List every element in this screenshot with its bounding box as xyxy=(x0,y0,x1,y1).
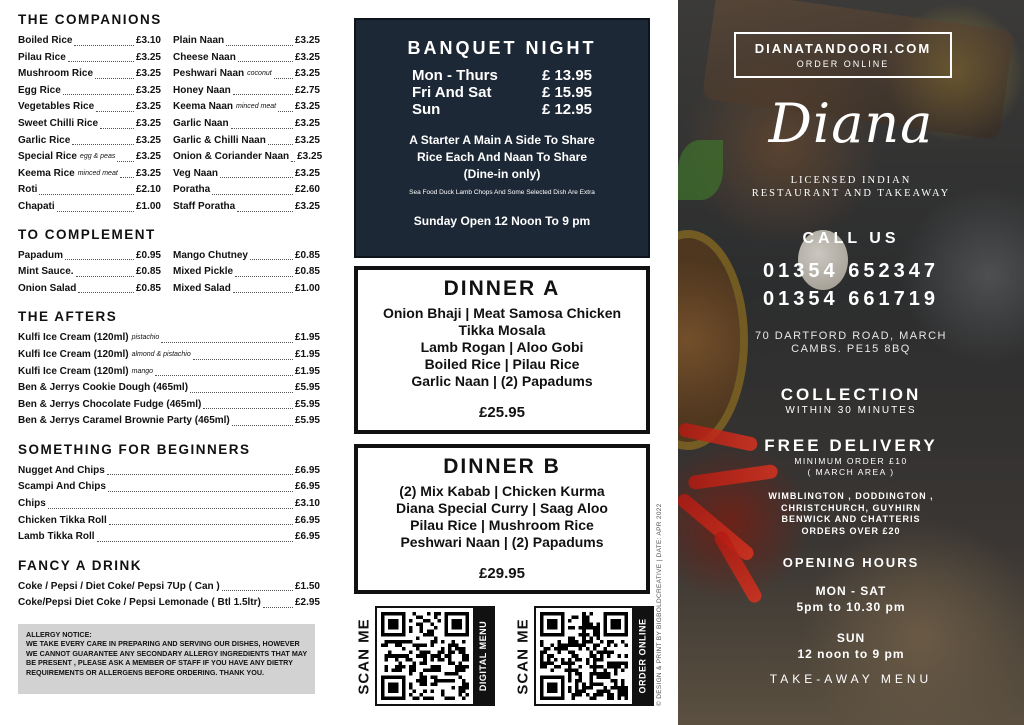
dot-leader xyxy=(74,33,134,46)
menu-item-price: £3.25 xyxy=(135,134,161,146)
beginners-title: SOMETHING FOR BEGINNERS xyxy=(18,441,251,457)
dot-leader xyxy=(96,99,134,112)
menu-item-row xyxy=(173,248,320,265)
dot-leader xyxy=(48,496,293,509)
menu-item-name: Boiled Rice xyxy=(18,35,73,46)
menu-item-price: £2.60 xyxy=(294,184,320,196)
allergy-notice xyxy=(18,624,315,694)
menu-item-name: Peshwari Naan xyxy=(173,68,245,80)
dot-leader xyxy=(108,479,293,492)
dinner-a-items xyxy=(358,305,646,390)
complement-right-column xyxy=(173,248,320,298)
menu-item-price: £6.95 xyxy=(294,531,320,543)
banquet-desc-line: Rice Each And Naan To Share xyxy=(416,150,588,164)
dot-leader xyxy=(226,33,293,46)
menu-item-price: £3.25 xyxy=(294,35,320,46)
brand-panel xyxy=(678,0,1024,725)
dot-leader xyxy=(155,364,293,377)
menu-item-note: minced meat xyxy=(236,103,277,111)
menu-item-name: Mushroom Rice xyxy=(18,68,94,80)
collection-heading: COLLECTION xyxy=(780,385,922,404)
menu-item-price: £3.25 xyxy=(135,84,161,96)
banquet-day: Sun xyxy=(412,101,441,118)
menu-item-note: mango xyxy=(131,367,154,375)
sunday-hours xyxy=(678,630,1024,662)
dot-leader xyxy=(232,413,293,426)
banquet-night-panel xyxy=(354,18,650,258)
dinner-a-line: Lamb Rogan | Aloo Gobi xyxy=(420,339,584,355)
menu-item-row xyxy=(18,264,161,281)
website-url: DIANATANDOORI.COM xyxy=(754,41,932,56)
address-line: 70 DARTFORD ROAD, MARCH xyxy=(755,330,947,342)
digital-menu-qr-block[interactable] xyxy=(353,606,495,706)
menu-item-price: £3.25 xyxy=(135,167,161,179)
menu-item-price: £0.85 xyxy=(135,282,161,294)
sunday-time: 12 noon to 9 pm xyxy=(797,647,905,661)
banquet-desc-line: A Starter A Main A Side To Share xyxy=(409,133,595,147)
dot-leader xyxy=(291,149,295,162)
dot-leader xyxy=(233,281,293,294)
order-online-qr-frame xyxy=(534,606,654,706)
menu-item-name: Scampi And Chips xyxy=(18,481,106,493)
menu-item-row xyxy=(18,166,161,183)
dot-leader xyxy=(117,149,134,162)
address-line: CAMBS. PE15 8BQ xyxy=(791,343,911,355)
menu-item-note: egg & peas xyxy=(79,153,116,161)
order-online-label: ORDER ONLINE xyxy=(632,608,652,704)
menu-item-name: Onion Salad xyxy=(18,282,77,294)
qr-code-icon[interactable] xyxy=(377,608,473,704)
companions-list xyxy=(18,33,323,216)
menu-item-row xyxy=(18,133,161,150)
menu-item-row xyxy=(18,347,320,364)
order-online-caption: ORDER ONLINE xyxy=(796,59,890,69)
menu-item-note: pistachio xyxy=(131,334,160,342)
subtitle-line: LICENSED INDIAN xyxy=(790,175,912,186)
delivery-area-line: CHRISTCHURCH, GUYHIRN xyxy=(781,502,921,513)
menu-item-row xyxy=(173,116,320,133)
menu-item-name: Garlic Rice xyxy=(18,134,71,146)
menu-item-name: Ben & Jerrys Caramel Brownie Party (465ml) xyxy=(18,415,230,427)
menu-item-name: Egg Rice xyxy=(18,84,61,96)
delivery-conditions xyxy=(678,456,1024,478)
dot-leader xyxy=(107,463,293,476)
beginners-list xyxy=(18,463,320,546)
menu-item-name: Chips xyxy=(18,498,46,510)
order-online-qr-block[interactable] xyxy=(512,606,654,706)
menu-item-price: £2.10 xyxy=(135,184,161,196)
menu-item-name: Papadum xyxy=(18,249,64,261)
menu-item-row xyxy=(173,199,320,216)
menu-item-name: Vegetables Rice xyxy=(18,101,95,113)
menu-item-name: Coke / Pepsi / Diet Coke/ Pepsi 7Up ( Can ) xyxy=(18,580,220,592)
afters-title: THE AFTERS xyxy=(18,309,118,325)
complement-left-column xyxy=(18,248,161,298)
menu-item-row xyxy=(18,149,161,166)
weekday-hours xyxy=(678,583,1024,615)
menu-item-name: Chapati xyxy=(18,200,55,212)
dot-leader xyxy=(120,166,134,179)
menu-item-price: £5.95 xyxy=(294,382,320,394)
menu-item-row xyxy=(18,182,161,199)
menu-item-name: Mango Chutney xyxy=(173,249,248,261)
banquet-prices xyxy=(412,67,592,118)
menu-item-row xyxy=(18,513,320,530)
banquet-price: £ 12.95 xyxy=(541,101,592,118)
menu-item-price: £5.95 xyxy=(294,415,320,427)
menu-item-row xyxy=(173,149,323,166)
menu-item-price: £3.25 xyxy=(294,200,320,212)
delivery-min-order: MINIMUM ORDER £10 xyxy=(794,456,908,466)
menu-item-price: £3.25 xyxy=(297,151,323,163)
drink-title: FANCY A DRINK xyxy=(18,557,143,573)
menu-item-price: £1.95 xyxy=(294,348,320,360)
menu-item-row xyxy=(18,50,161,67)
menu-item-price: £1.00 xyxy=(135,200,161,212)
banquet-price: £ 13.95 xyxy=(541,67,592,84)
menu-item-row xyxy=(18,529,320,546)
menu-item-name: Onion & Coriander Naan xyxy=(173,151,290,163)
menu-item-row xyxy=(18,116,161,133)
dot-leader xyxy=(193,347,293,360)
menu-item-price: £3.25 xyxy=(294,117,320,129)
dot-leader xyxy=(238,50,293,63)
complement-list xyxy=(18,248,320,298)
menu-item-name: Kulfi Ice Cream (120ml) xyxy=(18,365,129,377)
menu-item-row xyxy=(18,281,161,298)
menu-item-note: coconut xyxy=(247,70,272,78)
dinner-b-title: DINNER B xyxy=(443,455,561,478)
companions-title: THE COMPANIONS xyxy=(18,12,162,27)
menu-item-price: £3.10 xyxy=(135,35,161,46)
dot-leader xyxy=(161,330,293,343)
menu-item-price: £3.25 xyxy=(294,68,320,80)
banquet-day: Mon - Thurs xyxy=(412,67,498,84)
dinner-a-title: DINNER A xyxy=(443,277,561,300)
menu-item-row xyxy=(18,496,320,513)
dot-leader xyxy=(95,66,134,79)
complement-title: TO COMPLEMENT xyxy=(18,226,156,242)
call-us-heading: CALL US xyxy=(802,230,900,247)
menu-item-note: minced meat xyxy=(77,169,118,177)
menu-item-name: Special Rice xyxy=(18,151,77,163)
menu-item-price: £1.95 xyxy=(294,365,320,377)
dinner-a-line: Boiled Rice | Pilau Rice xyxy=(424,356,580,372)
qr-code-icon[interactable] xyxy=(536,608,632,704)
menu-item-row xyxy=(173,281,320,298)
menu-item-row xyxy=(18,380,320,397)
weekday-label: MON - SAT xyxy=(815,584,887,598)
menu-item-name: Lamb Tikka Roll xyxy=(18,531,95,543)
banquet-title: BANQUET NIGHT xyxy=(407,38,597,58)
menu-item-row xyxy=(173,50,320,67)
menu-item-price: £0.85 xyxy=(294,266,320,278)
menu-item-price: £6.95 xyxy=(294,464,320,476)
dot-leader xyxy=(39,182,134,195)
delivery-area-line: BENWICK AND CHATTERIS xyxy=(781,514,921,524)
menu-item-name: Staff Poratha xyxy=(173,200,236,212)
menu-item-price: £3.25 xyxy=(294,101,320,113)
menu-item-price: £0.85 xyxy=(294,249,320,261)
dinner-a-price: £25.95 xyxy=(479,404,525,421)
banquet-price: £ 15.95 xyxy=(541,84,592,101)
menu-item-name: Chicken Tikka Roll xyxy=(18,514,107,526)
dot-leader xyxy=(97,529,293,542)
banquet-day: Fri And Sat xyxy=(412,84,492,101)
menu-item-row xyxy=(173,133,320,150)
dinner-b-line: (2) Mix Kabab | Chicken Kurma xyxy=(399,483,605,499)
menu-item-price: £1.00 xyxy=(294,282,320,294)
dinner-a-line: Tikka Mosala xyxy=(458,322,546,338)
menu-item-row xyxy=(173,99,320,116)
menu-item-name: Mixed Pickle xyxy=(173,266,234,278)
banquet-price-row xyxy=(412,84,592,101)
menu-item-price: £2.95 xyxy=(294,597,320,609)
delivery-area-line: WIMBLINGTON , DODDINGTON , xyxy=(768,491,934,501)
companions-naan-column xyxy=(173,33,323,216)
phone-number-1[interactable]: 01354 652347 xyxy=(763,260,939,282)
menu-item-name: Cheese Naan xyxy=(173,51,236,63)
design-credit: © DESIGN & PRINT BY BIGBOLDCREATIVE | DATE: APR 2022 xyxy=(656,503,663,706)
menu-item-price: £3.25 xyxy=(135,151,161,163)
menu-item-row xyxy=(18,479,320,496)
dot-leader xyxy=(57,199,134,212)
allergy-title: ALLERGY NOTICE: xyxy=(26,630,92,639)
menu-item-row xyxy=(18,330,320,347)
menu-item-name: Keema Rice xyxy=(18,167,75,179)
dinner-b-line: Diana Special Curry | Saag Aloo xyxy=(396,500,608,516)
menu-item-row xyxy=(173,66,320,83)
menu-item-name: Poratha xyxy=(173,184,211,196)
menu-item-row xyxy=(173,83,320,100)
menu-item-price: £3.25 xyxy=(135,117,161,129)
dot-leader xyxy=(263,595,293,608)
delivery-heading: FREE DELIVERY xyxy=(764,436,938,455)
menu-item-name: Kulfi Ice Cream (120ml) xyxy=(18,348,129,360)
menu-item-name: Kulfi Ice Cream (120ml) xyxy=(18,332,129,344)
dot-leader xyxy=(233,83,293,96)
menu-item-name: Garlic & Chilli Naan xyxy=(173,134,266,146)
menu-item-name: Keema Naan xyxy=(173,101,234,113)
menu-item-row xyxy=(18,463,320,480)
dinner-b-items xyxy=(358,483,646,551)
menu-item-name: Plain Naan xyxy=(173,35,225,46)
menu-item-price: £3.25 xyxy=(294,134,320,146)
banquet-desc-line: (Dine-in only) xyxy=(463,167,541,181)
weekday-time: 5pm to 10.30 pm xyxy=(796,600,906,614)
dinner-a-line: Onion Bhaji | Meat Samosa Chicken xyxy=(382,305,622,321)
menu-item-name: Ben & Jerrys Cookie Dough (465ml) xyxy=(18,382,189,394)
website-link[interactable] xyxy=(734,32,952,78)
banquet-price-row xyxy=(412,67,592,84)
dot-leader xyxy=(203,397,293,410)
dot-leader xyxy=(220,166,293,179)
menu-item-row xyxy=(173,264,320,281)
menu-item-name: Honey Naan xyxy=(173,84,231,96)
drink-list xyxy=(18,579,320,612)
menu-item-row xyxy=(18,397,320,414)
menu-item-name: Garlic Naan xyxy=(173,117,229,129)
menu-item-price: £3.10 xyxy=(294,498,320,510)
restaurant-subtitle xyxy=(678,174,1024,200)
menu-item-row xyxy=(173,166,320,183)
menu-item-name: Sweet Chilli Rice xyxy=(18,117,99,129)
delivery-area-line: ORDERS OVER £20 xyxy=(801,525,901,536)
menu-item-name: Mint Sauce. xyxy=(18,266,74,278)
opening-hours-heading: OPENING HOURS xyxy=(782,555,920,570)
banquet-description xyxy=(356,132,648,183)
dinner-b-line: Pilau Rice | Mushroom Rice xyxy=(410,517,594,533)
menu-item-row xyxy=(173,33,320,50)
takeaway-menu-label: TAKE-AWAY MENU xyxy=(769,672,933,686)
menu-item-row xyxy=(18,33,161,50)
dot-leader xyxy=(109,513,293,526)
dot-leader xyxy=(274,66,293,79)
restaurant-address xyxy=(678,330,1024,356)
banquet-sunday-hours: Sunday Open 12 Noon To 9 pm xyxy=(413,214,591,228)
menu-item-name: Nugget And Chips xyxy=(18,464,105,476)
dinner-a-line: Garlic Naan | (2) Papadums xyxy=(411,373,593,389)
menu-item-row xyxy=(18,413,320,430)
menu-item-price: £1.50 xyxy=(294,580,320,592)
delivery-area: ( MARCH AREA ) xyxy=(807,467,895,477)
dot-leader xyxy=(100,116,134,129)
dot-leader xyxy=(278,99,293,112)
dot-leader xyxy=(63,83,134,96)
dot-leader xyxy=(76,264,134,277)
menu-item-price: £5.95 xyxy=(294,398,320,410)
dot-leader xyxy=(212,182,293,195)
dot-leader xyxy=(250,248,293,261)
restaurant-logo: Diana xyxy=(768,92,934,155)
companions-rice-column xyxy=(18,33,161,216)
dot-leader xyxy=(231,116,293,129)
menu-item-row xyxy=(173,182,320,199)
menu-item-price: £3.25 xyxy=(135,101,161,113)
dinner-b-price: £29.95 xyxy=(479,565,525,582)
banquet-extra-note: Sea Food Duck Lamb Chops And Some Selected Dish Are Extra xyxy=(409,189,595,196)
menu-item-price: £3.25 xyxy=(294,167,320,179)
menu-item-price: £0.95 xyxy=(135,249,161,261)
dot-leader xyxy=(78,281,134,294)
dinner-b-line: Peshwari Naan | (2) Papadums xyxy=(400,534,604,550)
menu-item-row xyxy=(18,364,320,381)
dot-leader xyxy=(235,264,293,277)
afters-list xyxy=(18,330,320,430)
dot-leader xyxy=(222,579,293,592)
menu-item-name: Pilau Rice xyxy=(18,51,66,63)
menu-left-column xyxy=(18,12,323,612)
scan-me-label: SCAN ME xyxy=(514,617,532,695)
menu-item-price: £3.25 xyxy=(135,68,161,80)
dot-leader xyxy=(237,199,293,212)
menu-item-name: Roti xyxy=(18,184,38,196)
menu-item-row xyxy=(18,579,320,596)
dot-leader xyxy=(268,133,293,146)
menu-item-row xyxy=(18,83,161,100)
menu-item-row xyxy=(18,248,161,265)
phone-number-2[interactable]: 01354 661719 xyxy=(763,288,939,310)
subtitle-line: RESTAURANT AND TAKEAWAY xyxy=(751,188,951,199)
collection-time: WITHIN 30 MINUTES xyxy=(785,405,917,416)
menu-item-row xyxy=(18,595,320,612)
menu-item-name: Veg Naan xyxy=(173,167,219,179)
menu-item-price: £6.95 xyxy=(294,514,320,526)
menu-item-price: £3.25 xyxy=(135,51,161,63)
delivery-areas xyxy=(678,491,1024,537)
dinner-b-box xyxy=(354,444,650,594)
menu-item-row xyxy=(18,66,161,83)
banquet-price-row xyxy=(412,101,592,118)
dot-leader xyxy=(68,50,134,63)
dot-leader xyxy=(190,380,293,393)
menu-item-price: £0.85 xyxy=(135,266,161,278)
menu-item-row xyxy=(18,199,161,216)
allergy-text: WE TAKE EVERY CARE IN PREPARING AND SERVING OUR DISHES, HOWEVER WE CANNOT GUARANTEE ANY SECONDARY ALLERGY INGREDIENTS THAT MAY BE PRESENT , PLEASE ASK A MEMBER OF STAFF IF YOU HAVE ANY DIETRY REQUIREMENTS OR ALLERGENS BEFORE ORDERING. THANK YOU. xyxy=(26,639,307,677)
menu-item-row xyxy=(18,99,161,116)
menu-item-name: Coke/Pepsi Diet Coke / Pepsi Lemonade ( Btl 1.5ltr) xyxy=(18,597,261,609)
scan-me-label: SCAN ME xyxy=(355,617,373,695)
menu-item-price: £3.25 xyxy=(294,51,320,63)
menu-item-note: almond & pistachio xyxy=(131,350,191,358)
dinner-a-box xyxy=(354,266,650,434)
digital-menu-label: DIGITAL MENU xyxy=(473,608,493,704)
menu-item-price: £2.75 xyxy=(294,84,320,96)
digital-menu-qr-frame xyxy=(375,606,495,706)
menu-item-name: Ben & Jerrys Chocolate Fudge (465ml) xyxy=(18,398,202,410)
menu-item-price: £6.95 xyxy=(294,481,320,493)
dot-leader xyxy=(65,248,134,261)
sunday-label: SUN xyxy=(836,631,866,645)
menu-item-name: Mixed Salad xyxy=(173,282,231,294)
menu-item-price: £1.95 xyxy=(294,332,320,344)
dot-leader xyxy=(72,133,134,146)
